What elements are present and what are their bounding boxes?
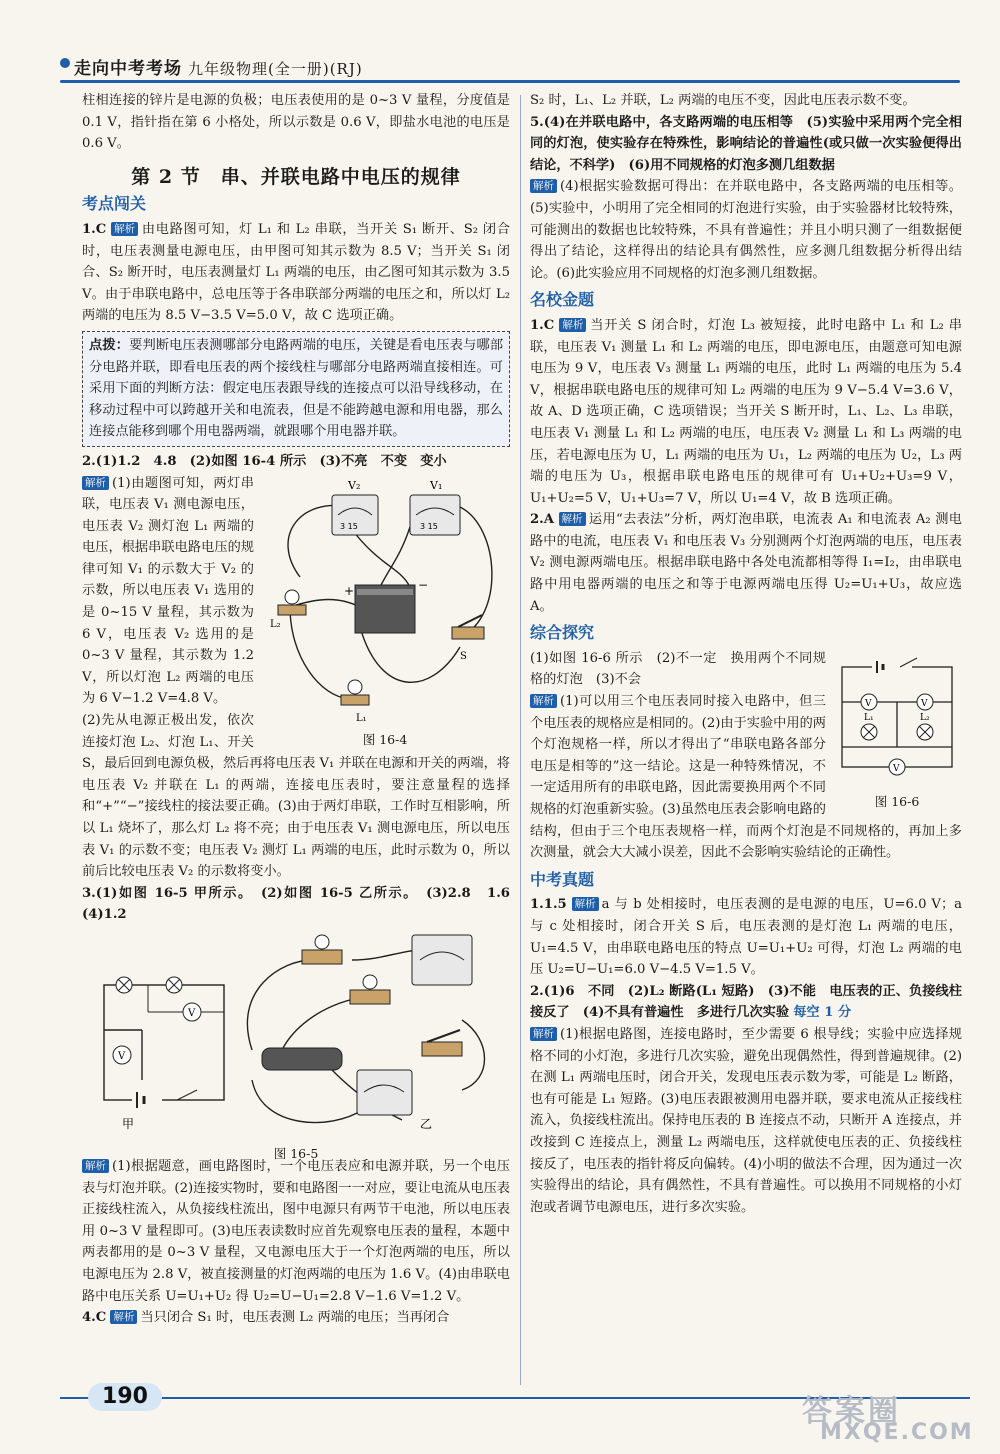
- bulb-icon: [363, 975, 377, 989]
- answer-text: (1)由题图可知，两灯串联，电压表 V₁ 测电源电压，电压表 V₂ 测灯泡 L₁ 两端的电压，根据串联电路电压的规律可知 V₁ 的示数大于 V₂ 的示数，所以电压表 V₁ 选用的是 0~15 V 量程，其示数为 6 V，电压表 V₂ 选用的是 0~3 V 量程，其示数为 1.2 V，所以灯泡 L₂ 两端的电压为 6 V−1.2 V=4.8 V。: [82, 475, 254, 707]
- figure-16-6: [832, 652, 962, 810]
- switch-icon: [422, 1042, 462, 1056]
- figure-caption: 图 16-5: [273, 1145, 319, 1161]
- watermark-url: MXQE.COM: [820, 1420, 974, 1445]
- book-subtitle: 九年级物理(全一册)(RJ): [188, 60, 363, 78]
- v-label: V: [893, 763, 900, 774]
- r-question-1: [530, 894, 962, 980]
- s-label: S: [460, 650, 467, 662]
- question-answer: 5.(4)在并联电路中，各支路两端的电压相等 (5)实验中采用两个完全相同的灯泡，使实验存在特殊性，影响结论的普遍性(或只做一次实验便得出结论，不科学) (6)用不同规格的灯泡多测几组数据: [530, 114, 962, 173]
- m-question-2: [530, 509, 962, 617]
- question-3-head: [82, 883, 524, 926]
- voltmeter-icon: [412, 935, 472, 985]
- analysis-tag: 解析: [111, 222, 138, 236]
- tip-label: 点拨：: [89, 337, 130, 353]
- battery-plus: +: [344, 583, 355, 598]
- analysis-tag: 解析: [110, 1310, 137, 1324]
- bulb-icon: [315, 935, 329, 949]
- tip-text: 要判断电压表测哪部分电路两端的电压，关键是看电压表与哪部分电路并联，即看电压表的两个接线柱与哪部分电路两端直接相连。可采用下面的判断方法：假定电压表跟导线的连接点可以沿导线移动，在移动过程中可以跨越开关和电流表，但是不能跨越电源和用电器，那么连接点能移到哪个用电器两端，就跟哪个用电器并联。: [89, 337, 504, 440]
- question-number: 2.A: [530, 512, 554, 528]
- subsection-zhongkao: 中考真题: [530, 869, 595, 889]
- m-question-1: [530, 315, 962, 509]
- answer-text: 当只闭合 S₁ 时，电压表测 L₂ 两端的电压；当再闭合: [140, 1310, 450, 1326]
- fig-yi-label: 乙: [420, 1116, 433, 1131]
- header-rule: [60, 80, 960, 83]
- figure-caption: 图 16-6: [874, 794, 920, 810]
- analysis-tag: 解析: [530, 179, 557, 193]
- left-intro: 柱相连接的锌片是电源的负极；电压表使用的是 0~3 V 量程，分度值是 0.1 V，指针指在第 6 小格处，所以示数是 0.6 V，即盐水电池的电压是 0.6 V。: [82, 93, 510, 152]
- question-3-analysis: [82, 1156, 510, 1307]
- analysis-tag: 解析: [82, 1159, 109, 1173]
- question-2-body: [82, 473, 510, 883]
- question-5-analysis: [530, 176, 962, 284]
- voltmeter-icon: [357, 1070, 412, 1115]
- l2-label: L₂: [920, 712, 930, 723]
- figure-caption: 图 16-4: [362, 732, 408, 748]
- v-label: V: [188, 1007, 196, 1019]
- figure-16-4: [260, 477, 510, 748]
- l1-label: L₁: [864, 712, 874, 723]
- question-2-head: [82, 451, 510, 473]
- v-label: V: [865, 698, 872, 709]
- analysis-tag: 解析: [572, 897, 599, 911]
- question-number: 2.(1)1.2 4.8 (2)如图 16-4 所示 (3)不亮 不变 变小: [82, 453, 447, 469]
- answer-text: (1)根据电路图，连接电路时，至少需要 6 根导线；实验中应选择规格不同的小灯泡，多进行几次实验，避免出现偶然性，得到普遍规律。(2)在测 L₁ 两端电压时，闭合开关，发现电压表示数为零，可能是 L₂ 断路，也有可能是 L₁ 短路。(3)电压表跟被测用电器并联，要求电流从正接线柱流入，负接线柱流出。保持电压表的 B 连接点不动，只断开 A 连接点，并改接到 C 连接点上，测量 L₂ 两端电压，这样就使电压表的正、负接线柱接反了，电压表的指针将反向偏转。(4)小明的做法不合理，因为通过一次实验得出的结论，具有偶然性，不具有普遍性。可以换用不同规格的小灯泡或者调节电源电压，进行多次实验。: [530, 1026, 962, 1215]
- meter-scale: 3 15: [340, 521, 358, 531]
- question-number: 1.C: [82, 221, 107, 237]
- l1-label: L₁: [356, 712, 367, 722]
- zonghe-answer: (1)如图 16-6 所示 (2)不一定 换用两个不同规格的灯泡 (3)不会: [530, 650, 826, 688]
- v1-label: V₁: [430, 478, 443, 492]
- answer-text: a 与 b 处相接时，电压表测的是电源的电压，U=6.0 V；a 与 c 处相接时，闭合开关 S 后，电压表测的是灯泡 L₁ 两端的电压，U₁=4.5 V，由串联电路电压的特点 U=U₁+U₂ 可得，灯泡 L₂ 两端的电压 U₂=U−U₁=6.0 V−4.5 V=1.5 V。: [530, 897, 962, 978]
- question-number: 1.C: [530, 317, 555, 333]
- bulb-l2-icon: [285, 590, 299, 604]
- question-4: [82, 1307, 510, 1329]
- column-divider: [520, 95, 521, 1385]
- switch-icon: [452, 627, 484, 639]
- section-title: 第 2 节 串、并联电路中电压的规律: [131, 165, 461, 188]
- battery-icon: [262, 1048, 342, 1070]
- subsection-mingxiao: 名校金题: [530, 290, 595, 310]
- tip-box: [82, 331, 510, 447]
- fig-jia-label: 甲: [122, 1116, 135, 1131]
- meter-scale: 3 15: [420, 521, 438, 531]
- answer-text: 运用“去表法”分析，两灯泡串联，电流表 A₁ 和电流表 A₂ 测电路中的电流，电压表 V₁ 和电压表 V₃ 分别测两个灯泡两端的电压，电压表 V₂ 测电源两端电压。根据串联电路中各处电流都相等得 I₁=I₂，由串联电路中用电器两端的电压之和等于电源两端电压得 U₂=U₁+U₃，故应选 A。: [530, 512, 962, 614]
- zonghe-body: [530, 648, 962, 864]
- right-intro: S₂ 时，L₁、L₂ 并联，L₂ 两端的电压不变，因此电压表示数不变。: [530, 93, 916, 108]
- answer-text: (1)可以用三个电压表同时接入电路中，但三个电压表的规格应是相同的。(2)由于实验中用的两个灯泡规格一样，所以才得出了“串联电路各部分电压是相等的”这一结论。这是一种特殊情况，不一定适用所有的串联电路，因此需要换用两个不同规格的灯泡重新实验。(3)虽然电压表会影响电路的结构，但由于三个电压表规格一样，而两个灯泡是不同规格的，再加上多次测量，就会大大减小误差，因此不会影响实验结论的正确性。: [530, 694, 962, 861]
- analysis-tag: 解析: [82, 476, 109, 490]
- header-bullet-icon: [60, 58, 70, 68]
- v-label: V: [118, 1050, 126, 1062]
- circuit-diagram-16-6: [832, 652, 962, 784]
- question-number: 1.1.5: [530, 897, 567, 913]
- circuit-diagram-16-4: [260, 477, 510, 722]
- question-5: [530, 112, 962, 177]
- page-number: 190: [88, 1383, 162, 1411]
- header-title: [74, 54, 363, 79]
- subsection-kaodian: 考点闯关: [82, 194, 147, 214]
- analysis-tag: 解析: [530, 1027, 557, 1041]
- answer-text: (1)根据题意，画电路图时，一个电压表应和电源并联，另一个电压表与灯泡并联。(2)连接实物时，要和电路图一一对应，要让电流从电压表正接线柱流入，从负接线柱流出，图中电源只有两节干电池，所以电压表用 0~3 V 量程即可。(3)电压表读数时应首先观察电压表的量程，本题中两表都用的是 0~3 V 量程，又电源电压大于一个灯泡两端的电压，所以电源电压为 2.8 V，被直接测量的灯泡两端的电压为 1.6 V。(4)由串联电路中电压关系 U=U₁+U₂ 得 U₂=U−U₁=2.8 V−1.6 V=1.2 V。: [82, 1158, 510, 1304]
- right-column: [530, 90, 962, 1218]
- question-1: [82, 219, 510, 327]
- bulb-l1-icon: [348, 680, 362, 694]
- left-column: [82, 90, 524, 1329]
- analysis-tag: 解析: [559, 512, 586, 526]
- question-number: 4.C: [82, 1310, 107, 1326]
- page-header: [0, 0, 1000, 90]
- l2-label: L₂: [270, 618, 281, 630]
- answer-text: 当开关 S 闭合时，灯泡 L₃ 被短接，此时电路中 L₁ 和 L₂ 串联，电压表 V₁ 测量 L₁ 和 L₂ 两端的电压，即电源电压，由题意可知电源电压为 9 V，电压表 V₃ 测量 L₁ 两端的电压，此时 L₁ 两端的电压为 5.4 V，根据串联电路电压的规律可知 L₂ 两端的电压为 9 V−5.4 V=3.6 V，故 A、D 选项正确，C 选项错误；当开关 S 断开时，L₁、L₂、L₃ 串联，电压表 V₁ 测量 L₁ 和 L₂ 两端的电压，电压表 V₂ 测量 L₁ 和 L₃ 两端的电压，若电源电压为 U，L₁ 两端的电压为 U₁，L₂ 两端的电压为 U₂，L₃ 两端的电压为 U₃，根据串联电路电压的规律可有 U₁+U₂+U₃=9 V，U₁+U₂=5 V，U₁+U₃=7 V，所以 U₁=4 V，故 B 选项正确。: [530, 317, 962, 506]
- watermark-logo: 答案圈: [802, 1394, 901, 1429]
- subsection-zonghe: 综合探究: [530, 623, 595, 643]
- r-question-2-analysis: [530, 1024, 962, 1218]
- answer-text: 由电路图可知，灯 L₁ 和 L₂ 串联，当开关 S₁ 断开、S₂ 闭合时，电压表测量电源电压，由甲图可知其示数为 8.5 V；当开关 S₁ 闭合、S₂ 断开时，电压表测量灯 L₁ 两端的电压，由乙图可知其示数为 3.5 V。由于串联电路中，总电压等于各串联部分两端的电压之和，所以灯 L₂ 两端的电压为 8.5 V−3.5 V=5.0 V，故 C 选项正确。: [82, 221, 510, 324]
- question-number: 3.(1)如图 16-5 甲所示。 (2)如图 16-5 乙所示。 (3)2.8 1.6 (4)1.2: [82, 885, 524, 923]
- v2-label: V₂: [348, 478, 361, 492]
- answer-text: (4)根据实验数据可得出：在并联电路中，各支路两端的电压相等。(5)实验中，小明用了完全相同的灯泡进行实验，由于实验器材比较特殊，可能测出的数据也比较特殊，不具有普遍性；并且小明只测了一组数据便得出了结论，这样得出的结论具有偶然性，应多测几组数据分析得出结论。(6)此实验应用不同规格的灯泡多测几组数据。: [530, 179, 962, 281]
- analysis-tag: 解析: [559, 318, 586, 332]
- r-question-2: [530, 981, 962, 1024]
- circuit-diagram-16-5: [82, 930, 510, 1135]
- v-label: V: [921, 698, 928, 709]
- score-note: 每空 1 分: [793, 1005, 852, 1021]
- battery-minus: −: [418, 577, 429, 592]
- book-title: 走向中考考场: [74, 59, 182, 79]
- analysis-tag: 解析: [530, 694, 557, 708]
- question-answer: 2.(1)6 不同 (2)L₂ 断路(L₁ 短路) (3)不能 电压表的正、负接线柱接反了 (4)不具有普遍性 多进行几次实验: [530, 983, 962, 1021]
- figure-16-5: [82, 930, 510, 1161]
- answer-text-2: (2)先从电源正极出发，依次连接灯泡 L₂、灯泡 L₁、开关 S，最后回到电源负极，然后再将电压表 V₁ 并联在电源和开关的两端，将电压表 V₂ 并联在 L₁ 的两端，连接电压表时，要注意量程的选择和“+”“−”接线柱的接法要正确。(3)由于两灯串联，工作时互相影响，所以 L₁ 烧坏了，那么灯 L₂ 将不亮；由于电压表 V₁ 测电源电压，所以电压表 V₁ 的示数不变；电压表 V₂ 测灯 L₁ 两端的电压，此时示数为 0，所以前后比较电压表 V₂ 的示数将变小。: [82, 713, 510, 880]
